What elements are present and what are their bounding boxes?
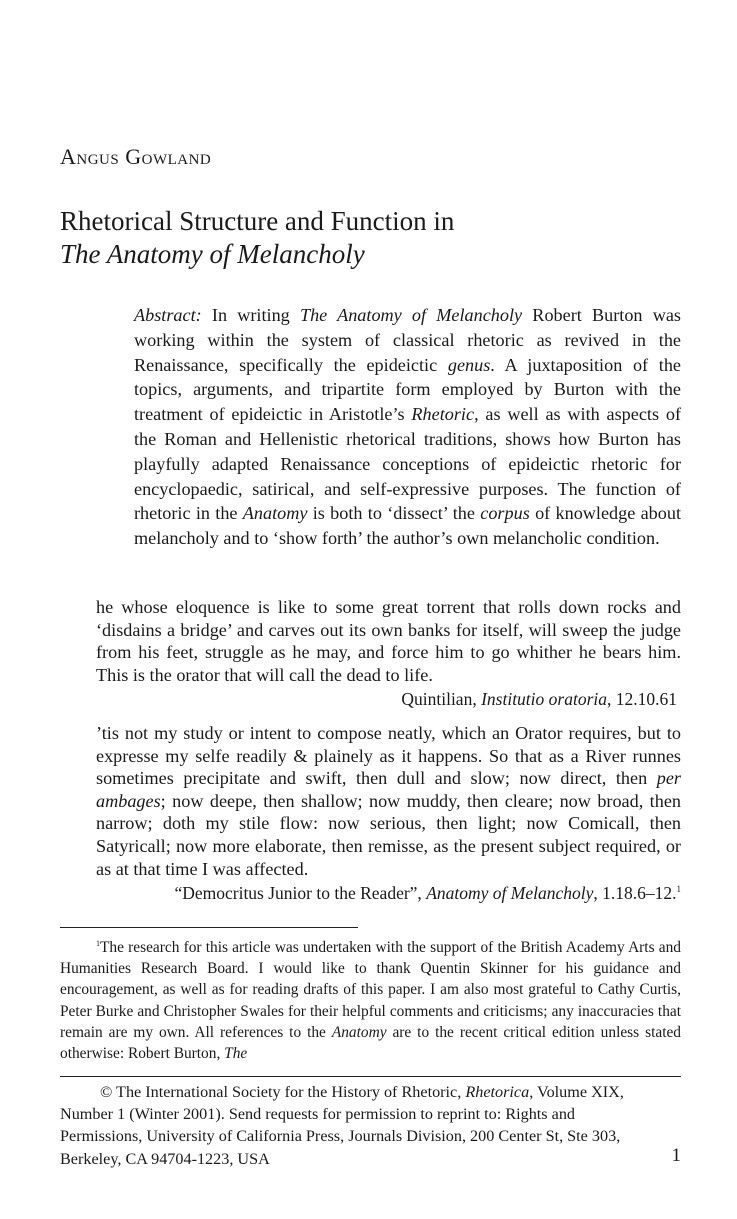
abstract-text: In writing	[201, 305, 300, 325]
copyright-post: , Volume XIX, Number 1 (Winter 2001). Send requests for permission to reprint to: Rights and Permissions, University of California Press, Journals Division, 200 Center St, Ste 303, Berkeley, CA 94704-1223, USA	[60, 1083, 624, 1168]
journal-name: Rhetorica	[465, 1083, 530, 1101]
footnote-body: are to the recent critical edition unless stated otherwise: Robert Burton,	[60, 1023, 681, 1063]
abstract-text: . A juxtaposition of the topics, arguments, and tripartite form employed by Burton with the treatment of epideictic in Aristotle’s	[134, 354, 681, 425]
footnote-number: 1	[96, 938, 100, 948]
copyright-pre: © The International Society for the History of Rhetoric,	[100, 1083, 466, 1101]
attribution-author: Quintilian,	[401, 689, 482, 709]
abstract-label: Abstract:	[134, 305, 202, 325]
copyright-notice	[60, 1081, 660, 1170]
abstract-text: The Anatomy of Melancholy	[299, 305, 523, 325]
footnote-divider	[60, 927, 358, 928]
abstract-text: is both to ‘dissect’ the	[307, 503, 481, 524]
footnote-body: The research for this article was undertaken with the support of the British Academy Arts and Humanities Research Board. I would like to thank Quentin Skinner for his guidance and encouragement, as well as for reading drafts of this paper. I am also most grateful to Cathy Curtis, Peter Burke and Christopher Swales for their helpful comments and criticisms; any inaccuracies that remain are my own. All references to the	[60, 939, 681, 1041]
epigraph-burton	[96, 722, 681, 880]
epigraph-text: ’tis not my study or intent to compose neatly, which an Orator requires, but to expresse my selfe readily & plainely as it happens. So that as a River runnes sometimes precipitate and swift, then dull and slow; now direct, then	[96, 723, 681, 789]
attribution-work: Anatomy of Melancholy	[426, 883, 594, 903]
footnote-body: Anatomy	[331, 1023, 387, 1041]
footnote-text	[60, 937, 681, 1063]
footnote-reference[interactable]: 1	[676, 884, 681, 895]
abstract-text: Anatomy	[242, 503, 308, 524]
epigraph-text: ; now deepe, then shallow; now muddy, then cleare; now broad, then narrow; doth my stile flow: now serious, then light; now Comicall, then Satyricall; now more elaborate, then remisse, as the present subject required, or as at that time I was affected.	[96, 790, 681, 879]
attribution-ref: , 12.10.61	[607, 689, 677, 709]
abstract	[134, 303, 681, 551]
author-name: Angus Gowland	[60, 144, 212, 169]
epigraph-text: per ambages	[96, 768, 681, 811]
abstract-text: of knowledge about melancholy and to ‘show forth’ the author’s own melancholic condition.	[134, 503, 681, 549]
epigraph-burton-attribution	[100, 882, 681, 904]
abstract-text: Robert Burton was working within the system of classical rhetoric as revived in the Renaissance, specifically the epideictic	[134, 305, 681, 375]
abstract-text: , as well as with aspects of the Roman and Hellenistic rhetorical traditions, shows how Burton has playfully adapted Renaissance conceptions of epideictic rhetoric for encyclopaedic, satirical, and self-expressive purposes. The function of rhetoric in the	[134, 404, 682, 524]
attribution-work: Institutio oratoria	[481, 689, 607, 709]
abstract-text: genus	[447, 354, 491, 375]
abstract-text: Rhetoric	[411, 404, 475, 425]
footnote-body: The	[224, 1045, 248, 1063]
article-title	[60, 205, 680, 271]
abstract-text: corpus	[480, 503, 530, 524]
attribution-ref: , 1.18.6–12.	[593, 883, 677, 903]
page-number: 1	[671, 1145, 681, 1166]
attribution-pre: “Democritus Junior to the Reader”,	[174, 883, 427, 903]
footnote	[60, 937, 681, 1063]
copyright-divider	[60, 1076, 681, 1077]
epigraph-quintilian-attribution	[401, 688, 677, 710]
copyright-text	[60, 1081, 660, 1170]
epigraph-quintilian: he whose eloquence is like to some great torrent that rolls down rocks and ‘disdains a bridge’ and carves out its own banks for itself, will sweep the judge from his feet, struggle as he may, and force him to go whither he bears him. This is the orator that will call the dead to life.	[96, 597, 681, 685]
title-line-2: The Anatomy of Melancholy	[60, 239, 365, 269]
title-line-1: Rhetorical Structure and Function in	[60, 206, 455, 236]
